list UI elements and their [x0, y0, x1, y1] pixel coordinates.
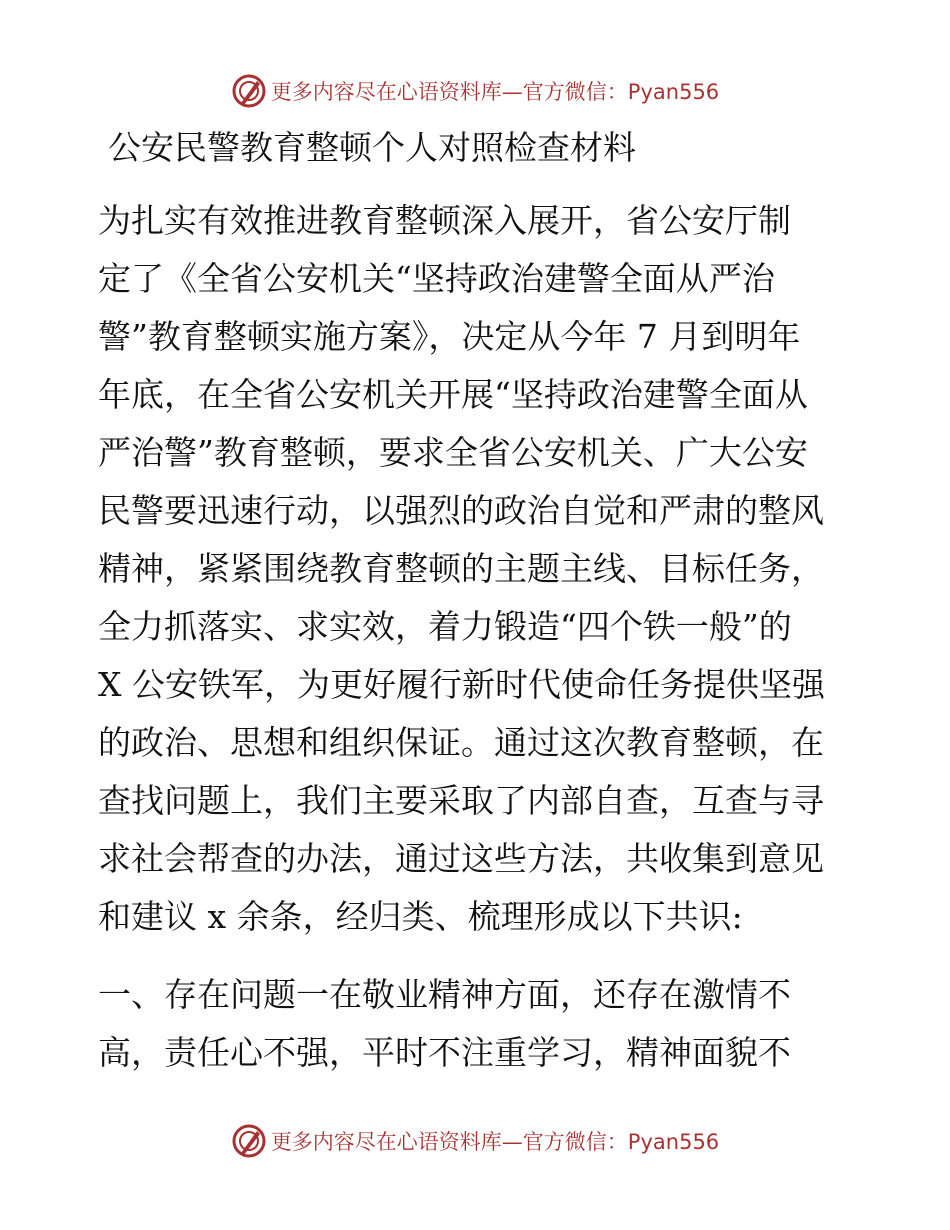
- body-line: 民警要迅速行动，以强烈的政治自觉和严肃的整风: [98, 491, 824, 530]
- body-line: 高，责任心不强，平时不注重学习，精神面貌不: [98, 1033, 791, 1072]
- watermark-text: 更多内容尽在心语资料库—官方微信：Pyan556: [270, 1130, 720, 1154]
- body-line: 为扎实有效推进教育整顿深入展开，省公安厅制: [98, 201, 791, 240]
- body-line: 一、存在问题一在敬业精神方面，还存在激情不: [98, 975, 791, 1014]
- body-line: X 公安铁军，为更好履行新时代使命任务提供坚强: [98, 665, 825, 704]
- page-title: 公安民警教育整顿个人对照检查材料: [108, 128, 636, 167]
- pen-logo-icon: [231, 1123, 267, 1159]
- body-line: 年底，在全省公安机关开展“坚持政治建警全面从: [98, 375, 808, 414]
- footer-watermark: [0, 1121, 950, 1161]
- body-line: 查找问题上，我们主要采取了内部自查，互查与寻: [98, 781, 824, 820]
- watermark-text: 更多内容尽在心语资料库—官方微信：Pyan556: [270, 80, 720, 104]
- body-line: 求社会帮查的办法，通过这些方法，共收集到意见: [98, 839, 824, 878]
- body-line: 精神，紧紧围绕教育整顿的主题主线、目标任务，: [98, 549, 824, 588]
- body-line: 的政治、思想和组织保证。通过这次教育整顿，在: [98, 723, 824, 762]
- body-line: 全力抓落实、求实效，着力锻造“四个铁一般”的: [98, 607, 792, 646]
- body-line: 警”教育整顿实施方案》，决定从今年 7 月到明年: [98, 317, 801, 356]
- body-line: 严治警”教育整顿，要求全省公安机关、广大公安: [98, 433, 808, 472]
- pen-logo-icon: [231, 73, 267, 109]
- header-watermark: [0, 71, 950, 111]
- body-line: 和建议 x 余条，经归类、梳理形成以下共识:: [98, 897, 743, 936]
- body-line: 定了《全省公安机关“坚持政治建警全面从严治: [98, 259, 775, 298]
